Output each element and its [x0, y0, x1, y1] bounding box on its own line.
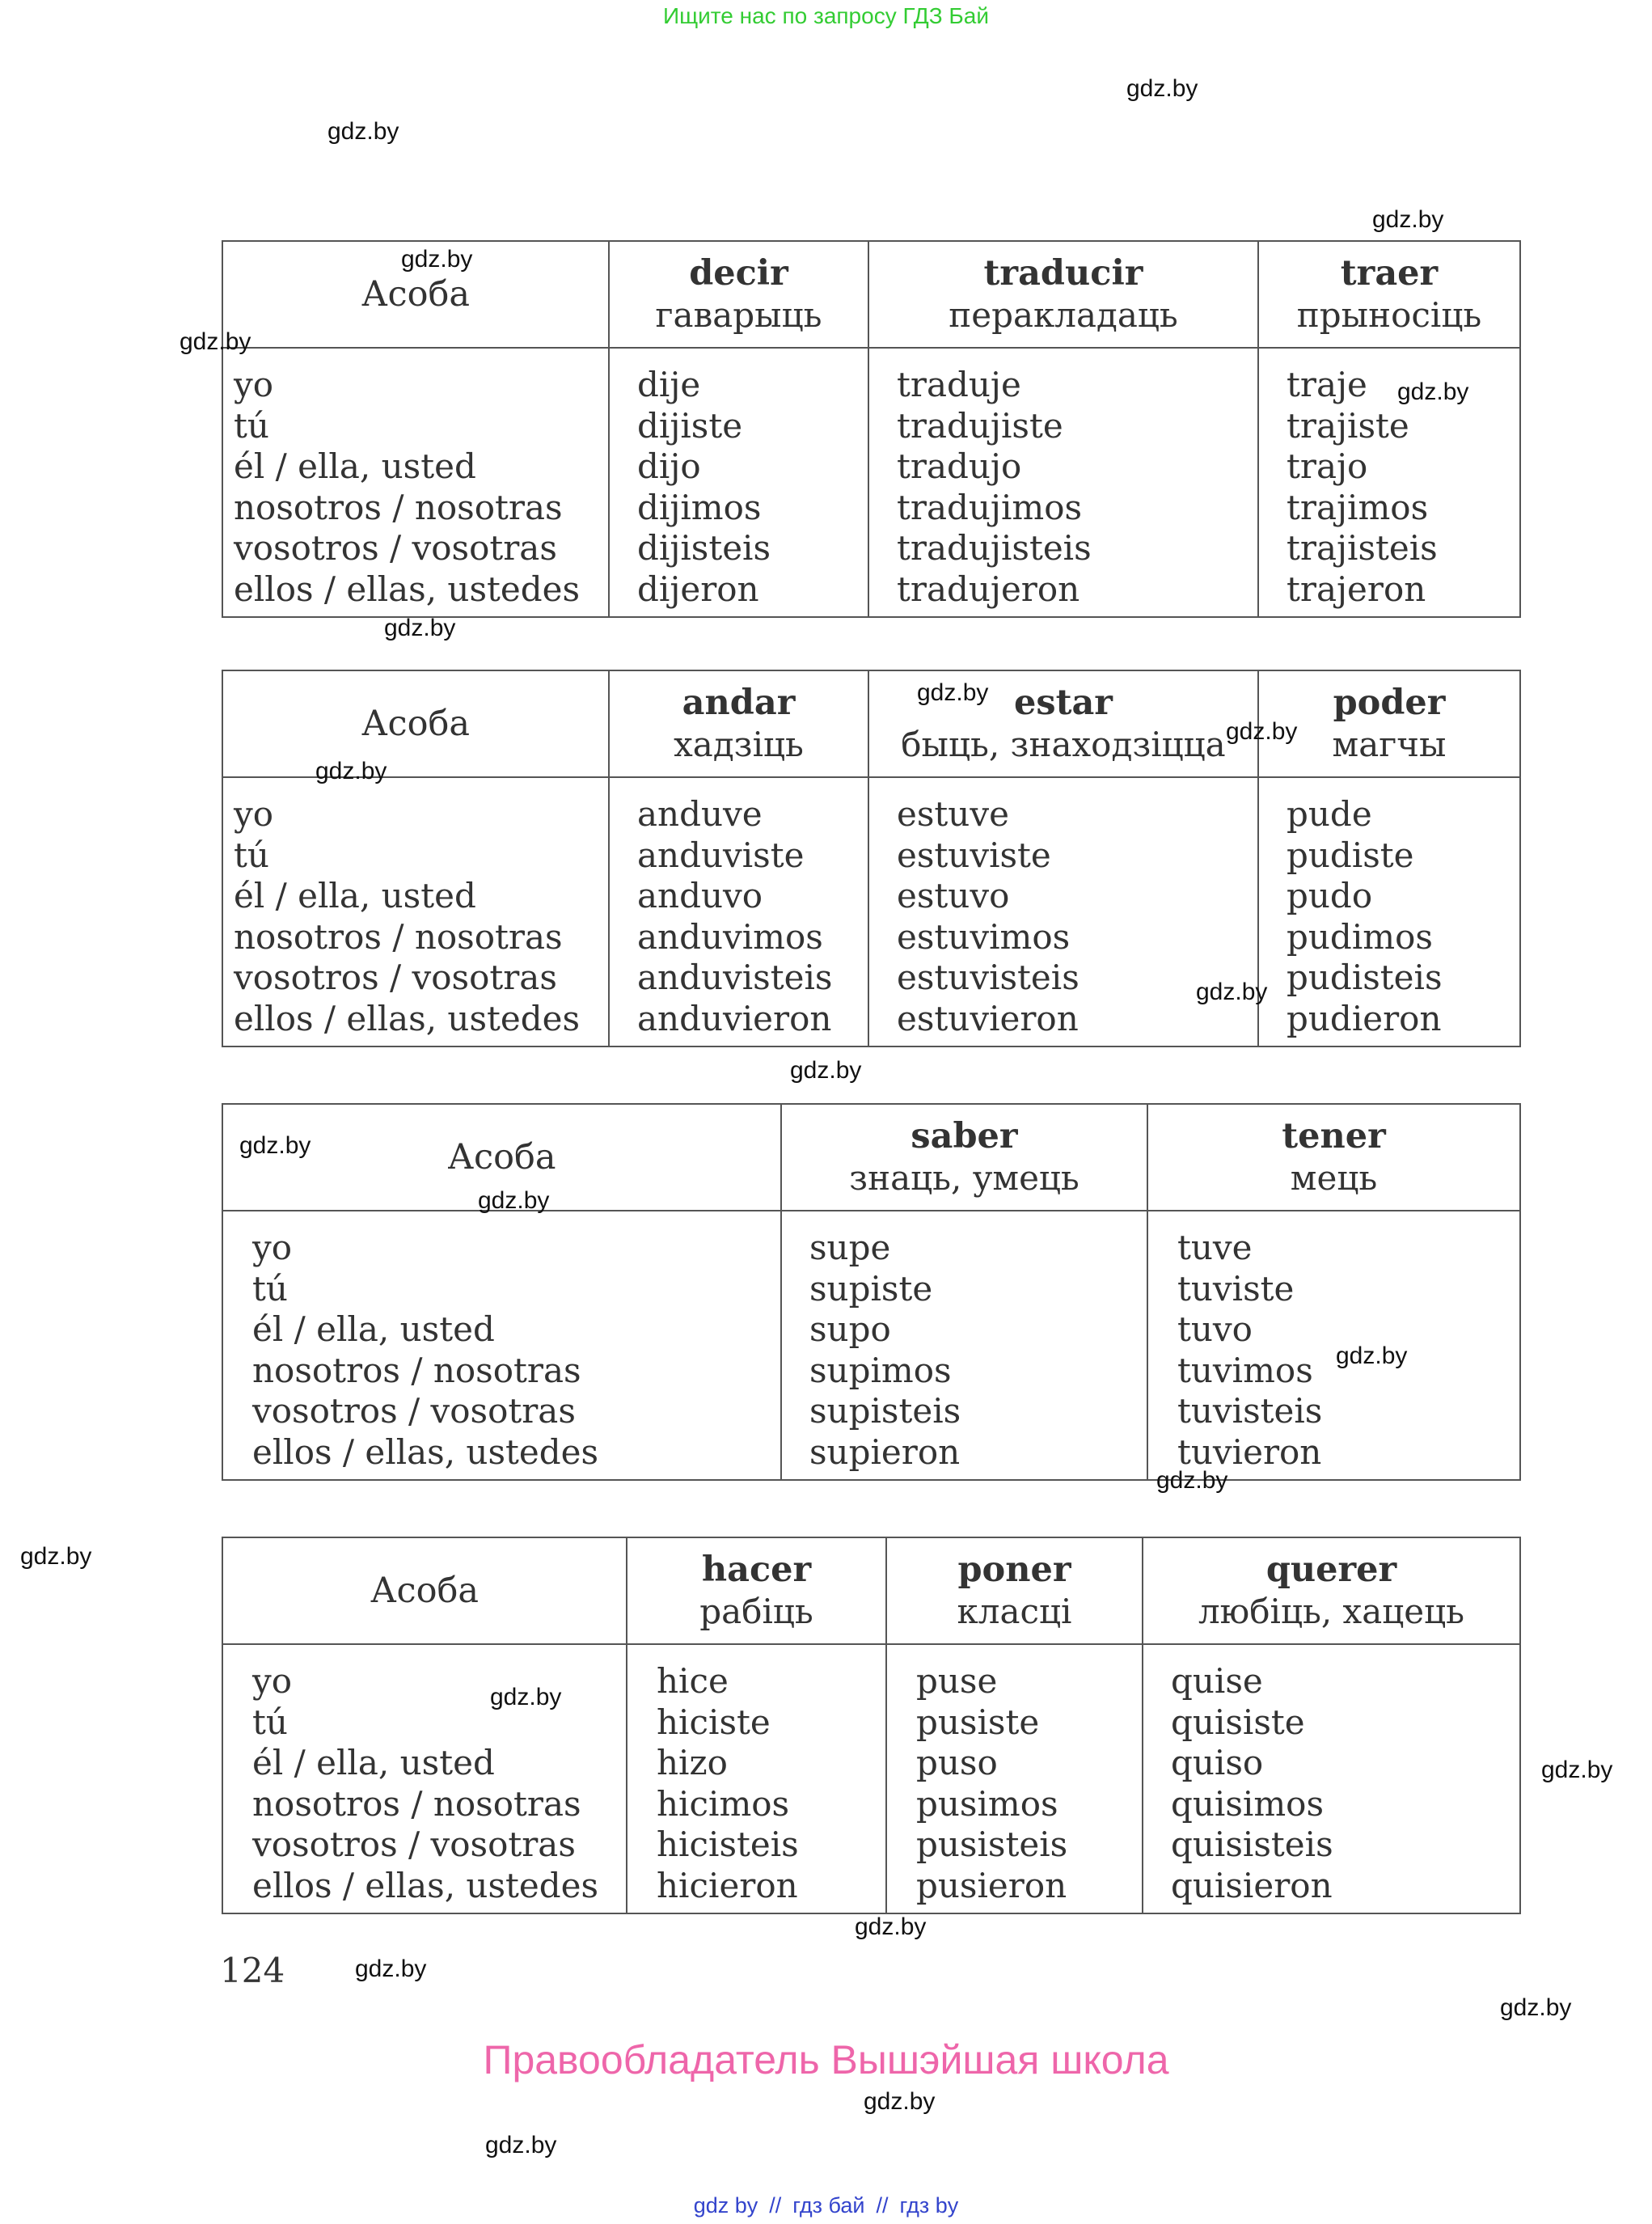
verb-header-querer: querer любіць, хацець [1143, 1537, 1520, 1644]
watermark: gdz.by [355, 1956, 427, 1982]
watermark: gdz.by [384, 615, 456, 641]
verb-header-traer: traer прыносіць [1258, 241, 1520, 348]
forms-column-hacer: hice hiciste hizo hicimos hicisteis hicieron [627, 1644, 886, 1913]
forms-column-traer: traje trajiste trajo trajimos trajisteis trajeron [1258, 348, 1520, 617]
forms-column-estar: estuve estuviste estuvo estuvimos estuvisteis estuvieron [868, 777, 1258, 1046]
verb-header-andar: andar хадзіць [609, 670, 868, 777]
watermark: gdz.by [401, 246, 473, 273]
watermark: gdz.by [855, 1913, 927, 1940]
conjugation-table-2 [222, 670, 1521, 1047]
persons-column: yo tú él / ella, usted nosotros / nosotras vosotros / vosotras ellos / ellas, ustedes [222, 1211, 781, 1480]
watermark: gdz.by [1126, 75, 1198, 102]
footer-link-gdz-bai[interactable]: гдз бай [792, 2193, 865, 2218]
footer-links: gdz by // гдз бай // гдз by [693, 2193, 959, 2218]
person-header: Асоба [222, 1104, 781, 1211]
watermark: gdz.by [1541, 1757, 1613, 1783]
forms-column-saber: supe supiste supo supimos supisteis supieron [781, 1211, 1147, 1480]
person-header: Асоба [222, 670, 609, 777]
watermark: gdz.by [180, 328, 251, 355]
top-banner: Ищите нас по запросу ГДЗ Бай [662, 3, 990, 28]
watermark: gdz.by [1336, 1342, 1408, 1369]
persons-column: yo tú él / ella, usted nosotros / nosotras vosotros / vosotras ellos / ellas, ustedes [222, 777, 609, 1046]
conjugation-table-1 [222, 240, 1521, 618]
watermark: gdz.by [1156, 1467, 1228, 1494]
page-number: 124 [220, 1951, 285, 1990]
watermark: gdz.by [1397, 378, 1469, 405]
forms-column-decir: dije dijiste dijo dijimos dijisteis dijeron [609, 348, 868, 617]
persons-column: yo tú él / ella, usted nosotros / nosotras vosotros / vosotras ellos / ellas, ustedes [222, 348, 609, 617]
person-header: Асоба [222, 1537, 627, 1644]
watermark: gdz.by [478, 1187, 550, 1214]
watermark: gdz.by [327, 118, 399, 145]
verb-header-poner: poner класці [886, 1537, 1143, 1644]
copyright-notice: Правообладатель Вышэйшая школа [483, 2037, 1169, 2082]
verb-header-decir: decir гаварыць [609, 241, 868, 348]
watermark: gdz.by [485, 2132, 557, 2158]
conjugation-table-4 [222, 1537, 1521, 1914]
verb-header-poder: poder магчы [1258, 670, 1520, 777]
conjugation-table-3 [222, 1103, 1521, 1481]
forms-column-poner: puse pusiste puso pusimos pusisteis pusieron [886, 1644, 1143, 1913]
verb-header-traducir: traducir перакладаць [868, 241, 1258, 348]
forms-column-poder: pude pudiste pudo pudimos pudisteis pudieron [1258, 777, 1520, 1046]
verb-header-estar: estar быць, знаходзіцца [868, 670, 1258, 777]
person-header: Асоба [222, 241, 609, 348]
verb-header-hacer: hacer рабіць [627, 1537, 886, 1644]
watermark: gdz.by [490, 1684, 562, 1710]
watermark: gdz.by [1226, 718, 1298, 745]
watermark: gdz.by [1196, 979, 1268, 1005]
watermark: gdz.by [315, 758, 387, 784]
footer-link-gdz-by-cyr[interactable]: гдз by [899, 2193, 959, 2218]
watermark: gdz.by [864, 2088, 936, 2115]
watermark: gdz.by [1372, 206, 1444, 233]
forms-column-andar: anduve anduviste anduvo anduvimos anduvisteis anduvieron [609, 777, 868, 1046]
forms-column-querer: quise quisiste quiso quisimos quisisteis quisieron [1143, 1644, 1520, 1913]
watermark: gdz.by [917, 679, 989, 706]
watermark: gdz.by [20, 1543, 92, 1570]
forms-column-traducir: traduje tradujiste tradujo tradujimos tradujisteis tradujeron [868, 348, 1258, 617]
watermark: gdz.by [239, 1132, 311, 1159]
footer-link-gdz-by[interactable]: gdz by [693, 2193, 758, 2218]
watermark: gdz.by [790, 1057, 862, 1084]
watermark: gdz.by [1500, 1994, 1572, 2021]
persons-column: yo tú él / ella, usted nosotros / nosotras vosotros / vosotras ellos / ellas, ustedes [222, 1644, 627, 1913]
forms-column-tener: tuve tuviste tuvo tuvimos tuvisteis tuvieron [1147, 1211, 1520, 1480]
verb-header-tener: tener мець [1147, 1104, 1520, 1211]
verb-header-saber: saber знаць, умець [781, 1104, 1147, 1211]
